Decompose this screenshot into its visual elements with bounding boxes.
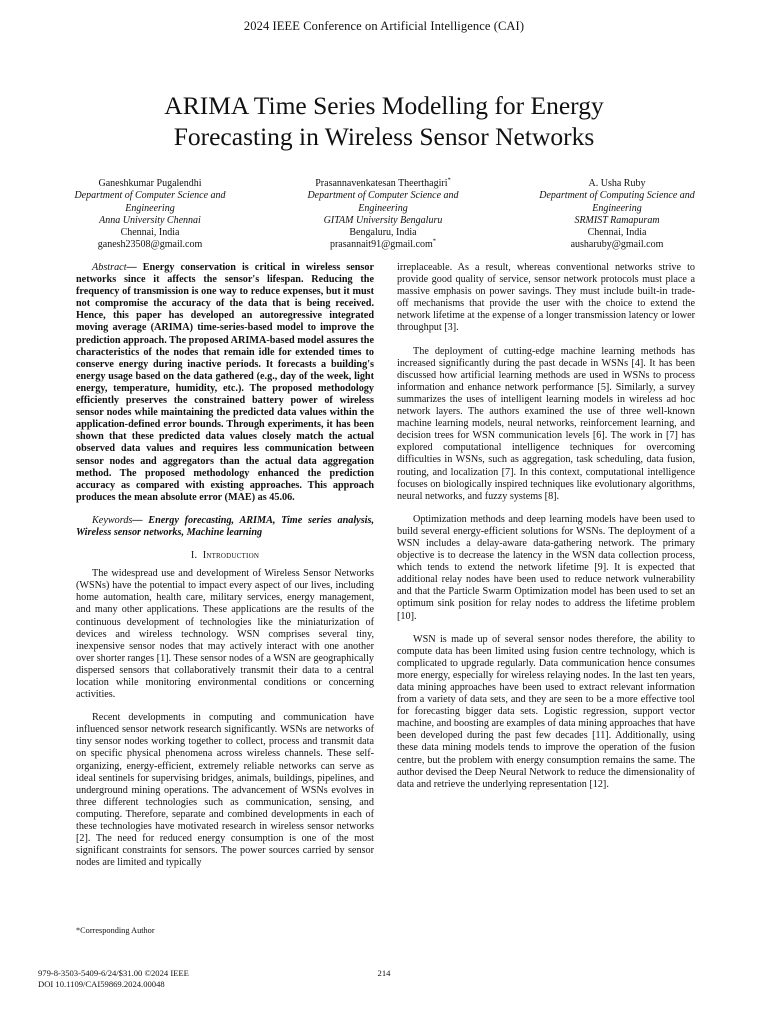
author-name: Ganeshkumar Pugalendhi xyxy=(98,178,202,189)
author-department-cont: Engineering xyxy=(592,202,642,214)
isbn-line: 979-8-3503-5409-6/24/$31.00 ©2024 IEEE xyxy=(38,968,189,978)
author-institution: Anna University Chennai xyxy=(99,214,201,226)
author-email: ausharuby@gmail.com xyxy=(570,239,664,251)
author-2 xyxy=(278,178,488,252)
abstract-label: Abstract xyxy=(92,262,127,273)
author-location: Chennai, India xyxy=(587,227,647,239)
doi-line: DOI 10.1109/CAI59869.2024.00048 xyxy=(38,978,165,989)
author-institution: SRMIST Ramapuram xyxy=(574,214,660,226)
body-paragraph: The widespread use and development of Wireless Sensor Networks (WSNs) have the potential to impact every aspect of our lives, including home automation, health care, military services, energy management, and many other applications. These applications are the results of the continuous development of technologies like the miniaturization of devices and wireless technology. WSN comprises several tiny, inexpensive sensor nodes that may actively interact with one another over shorter ranges [1]. These sensor nodes of a WSN are geographically dispersed sensors that collaboratively transmit their data to a central location while monitoring environmental conditions or concerning activities. xyxy=(76,568,374,701)
author-email: prasannait91@gmail.com xyxy=(329,239,433,251)
keywords-label: Keywords xyxy=(92,514,133,526)
author-department-cont: Engineering xyxy=(125,202,175,214)
body-paragraph: Optimization methods and deep learning models have been used to build several energy-efficient solutions for WSNs. The deployment of a WSN includes a delay-aware data-gathering network. The primary objective is to decrease the latency in the WSN data collection process, which tends to extend the network lifetime [9]. It is expected that additional relay nodes have been used to reduce network vulnerability and that the Particle Swarm Optimization model has been used to set an optimum sink position for relay nodes to address the lifetime problem [10]. xyxy=(397,513,695,622)
author-location: Chennai, India xyxy=(120,227,180,239)
author-name: A. Usha Ruby xyxy=(588,178,646,189)
body-paragraph: WSN is made up of several sensor nodes therefore, the ability to compute data has been limited using fusion centre technology, which is complicated to upgrade regularly. Data communication hence consumes more energy, especially for wireless relaying nodes. In the last ten years, data mining approaches have been used to extract relevant information from a variety of data sets, and they are seen to be a more effective tool for forecasting bigger data sets. Logistic regression, support vector machine, and boosting are examples of data mining approaches that have been developed during the past few decades [11]. Additionally, using these data mining models tends to improve the operation of the fusion centre, but the problem with energy consumption remains the same. The author devised the Deep Neural Network to reduce the dimensionality of data and retrieve the underlying representation [12]. xyxy=(397,633,695,790)
body-paragraph: The deployment of cutting-edge machine learning methods has increased significantly during the past decade in WSNs [4]. It has been discussed how artificial learning methods are used in WSNs to process information and enhance network performance [5]. Similarly, a survey summarizes the uses of intelligent learning models in wireless ad hoc network layers. The authors examined the use of three well-known machine learning models, neural networks, reinforcement learning, and decision trees for WSN communication levels [6]. The work in [7] has explored computational intelligence techniques for overcoming difficulties in WSNs, such as aggregation, task scheduling, data fusion, routing, and localization [7]. In this context, computational intelligence focuses on biologically inspired techniques like evolutionary algorithms, neural networks, and fuzzy systems [8]. xyxy=(397,345,695,502)
author-department-cont: Engineering xyxy=(358,202,408,214)
section-heading-introduction xyxy=(76,550,374,562)
conference-header: 2024 IEEE Conference on Artificial Intelligence (CAI) xyxy=(243,19,525,33)
author-email: ganesh23508@gmail.com xyxy=(97,239,203,251)
author-department: Department of Computing Science and xyxy=(539,190,695,202)
section-title: Introduction xyxy=(202,550,260,562)
author-3 xyxy=(512,178,722,252)
section-number: I. xyxy=(190,550,198,562)
author-name: Prasannavenkatesan Theerthagiri xyxy=(315,178,448,189)
author-1 xyxy=(45,178,255,252)
keywords xyxy=(76,515,374,539)
author-department: Department of Computer Science and xyxy=(307,190,459,202)
author-location: Bengaluru, India xyxy=(349,227,417,239)
page-number: 214 xyxy=(377,968,391,978)
author-email-mark: * xyxy=(432,238,437,246)
left-column xyxy=(76,262,374,880)
body-paragraph: irreplaceable. As a result, whereas conventional networks strive to provide good quality of service, sensor network protocols must place a massive emphasis on power savings. They must include built-in trade-off mechanisms that provide the user with the choice to extend the network lifetime at the expense of a longer transmission latency or lower throughput [3]. xyxy=(397,262,695,334)
abstract-text: — Energy conservation is critical in wireless sensor networks since it affects the sensor's lifespan. Reducing the frequency of transmission is one way to reduce expenses, but it must not compromise the accuracy of the data that is being received. Hence, this paper has developed an autoregressive integrated moving average (ARIMA) time-series-based model to improve the prediction approach. The proposed ARIMA-based model assures the characteristics of the nodes that remain idle for extended times to conserve energy during inactive periods. It forecasts a building's energy usage based on the data gathered (e.g., day of the week, light energy, temperature, humidity, etc.). The proposed methodology efficiently preserves the constrained battery power of wireless sensor nodes while maintaining the predicted data values within the application-defined error bounds. Through experiments, it has been shown that these predicted data values closely match the actual observed data values and requires less communication between sensor nodes and aggregators than the actual data aggregation method. The proposed methodology enhanced the prediction accuracy as compared with existing approaches. This approach produces the mean absolute error (MAE) as 45.06. xyxy=(76,262,374,503)
body-paragraph: Recent developments in computing and communication have influenced sensor network research significantly. WSNs are networks of tiny sensor nodes working together to collect, process and transmit data on specific physical phenomena across wireless channels. These self-organizing, energy-efficient, extremely reliable networks can serve as ideal sentinels for supervising bridges, animals, buildings, pipelines, and underground mining operations. The advancement of WSNs evolves in three different technologies such as communication, sensing, and computing. Therefore, separate and combined developments in each of these technologies have motivated research in wireless sensor networks [2]. The need for reduced energy consumption is one of the most significant constraints for sensors. The power sources carried by sensor nodes are limited and typically xyxy=(76,712,374,869)
corresponding-author-footnote: *Corresponding Author xyxy=(76,926,155,935)
author-institution: GITAM University Bengaluru xyxy=(323,214,443,226)
abstract xyxy=(76,262,374,504)
author-department: Department of Computer Science and xyxy=(74,190,226,202)
paper-title xyxy=(40,90,728,152)
keywords-text: — Energy forecasting, ARIMA, Time series analysis, Wireless sensor networks, Machine learning xyxy=(76,514,374,538)
author-name-mark: * xyxy=(447,176,451,184)
right-column xyxy=(397,262,695,802)
paper-title-line-1: ARIMA Time Series Modelling for Energy xyxy=(164,91,604,120)
paper-title-line-2: Forecasting in Wireless Sensor Networks xyxy=(173,122,595,151)
